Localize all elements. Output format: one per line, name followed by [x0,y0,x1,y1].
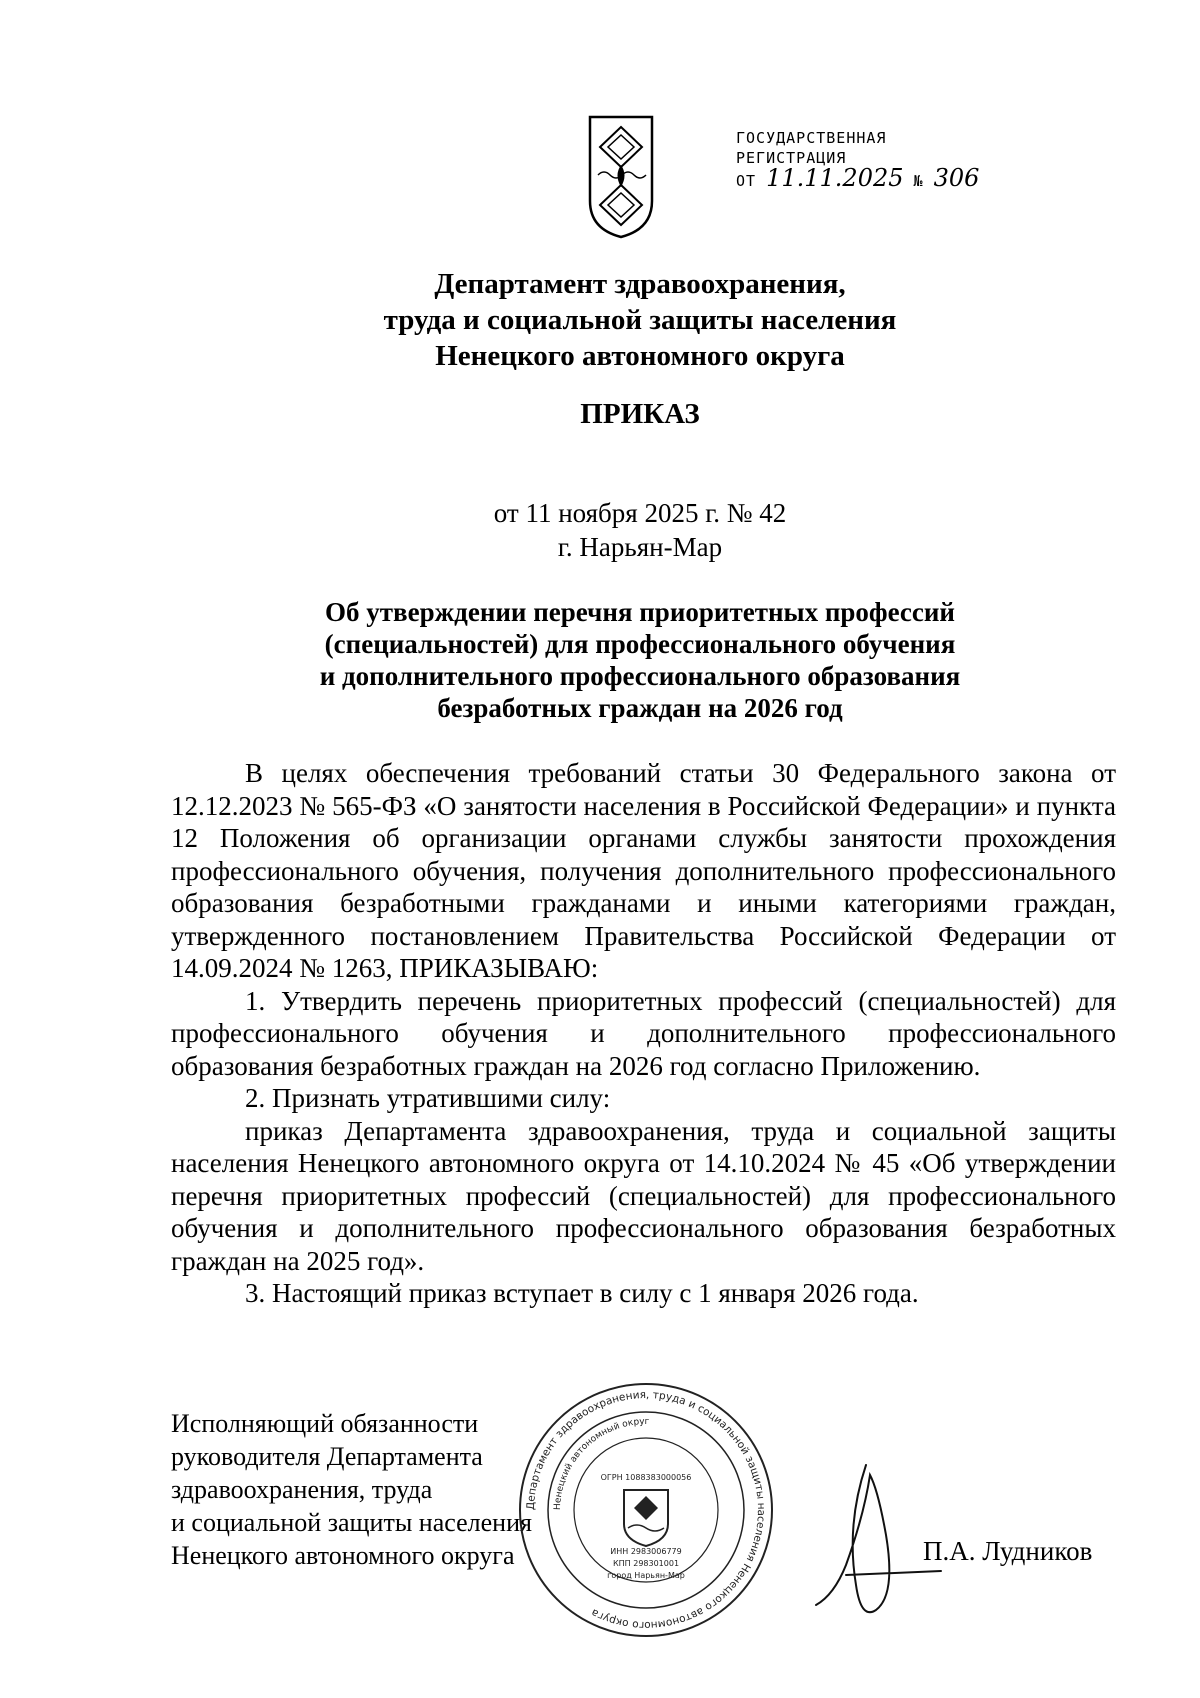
seal-city: город Нарьян-Мар [607,1571,685,1580]
registration-prefix: ОТ [736,172,757,190]
document-body [171,757,1116,1310]
department-line1: Департамент здравоохранения, [434,268,846,300]
subject-line1: Об утверждении перечня приоритетных профессий [325,597,955,627]
position-line1: Исполняющий обязанности [171,1409,479,1438]
item-1-paragraph: 1. Утвердить перечень приоритетных профессий (специальностей) для профессионального обучения и дополнительного профессионального образования безработных граждан на 2026 год согласно Приложению. [171,985,1116,1081]
official-seal-icon [516,1378,776,1642]
document-subject [160,596,1120,724]
signatory-position [171,1407,532,1572]
department-line3: Ненецкого автономного округа [435,340,845,372]
subject-line3: и дополнительного профессионального образования [319,661,961,691]
coat-of-arms-icon [586,113,656,241]
seal-inner-text: Ненецкий автономный округ [552,1416,650,1511]
department-line2: труда и социальной защиты населения [383,304,897,336]
item-2-paragraph: 2. Признать утратившими силу: [245,1083,611,1113]
document-meta [160,496,1120,564]
item-3-paragraph: 3. Настоящий приказ вступает в силу с 1 января 2026 года. [245,1278,919,1308]
subject-line4: безработных граждан на 2026 год [437,693,843,723]
document-city: г. Нарьян-Мар [557,532,723,562]
seal-kpp: КПП 298301001 [612,1559,680,1568]
item-2-detail-paragraph: приказ Департамента здравоохранения, труда и социальной защиты населения Ненецкого автономного округа от 14.10.2024 № 45 «Об утверждении перечня приоритетных профессий (специальностей) для профессионального обучения и дополнительного профессионального образования безработных граждан на 2025 год». [171,1115,1116,1276]
registration-stamp [736,128,979,191]
registration-line2: РЕГИСТРАЦИЯ [736,149,847,167]
signatory-name: П.А. Лудников [923,1536,1093,1566]
document-date-number: от 11 ноября 2025 г. № 42 [493,498,787,528]
registration-date: 11.11.2025 [766,164,904,192]
department-heading [160,266,1120,374]
position-line3: здравоохранения, труда [171,1475,433,1504]
position-line4: и социальной защиты населения [171,1508,532,1537]
seal-ogrn: ОГРН 1088383000056 [600,1473,692,1482]
registration-line1: ГОСУДАРСТВЕННАЯ [736,129,887,147]
position-line2: руководителя Департамента [171,1442,483,1471]
seal-outer-text: Департамент здравоохранения, труда и социальной защиты населения Ненецкого автономного округа [524,1388,768,1632]
registration-number-sign: № [913,172,924,190]
registration-number: 306 [933,164,980,192]
seal-inn: ИНН 2983006779 [610,1547,682,1556]
subject-line2: (специальностей) для профессионального обучения [324,629,956,659]
document-type: ПРИКАЗ [580,398,700,430]
position-line5: Ненецкого автономного округа [171,1541,515,1570]
preamble-paragraph: В целях обеспечения требований статьи 30 Федерального закона от 12.12.2023 № 565-ФЗ «О занятости населения в Российской Федерации» и пункта 12 Положения об организации органами службы занятости прохождения профессионального обучения, получения дополнительного профессионального образования безработными гражданами и иными категориями граждан, утвержденного постановлением Правительства Российской Федерации от 14.09.2024 № 1263, ПРИКАЗЫВАЮ: [171,758,1116,983]
